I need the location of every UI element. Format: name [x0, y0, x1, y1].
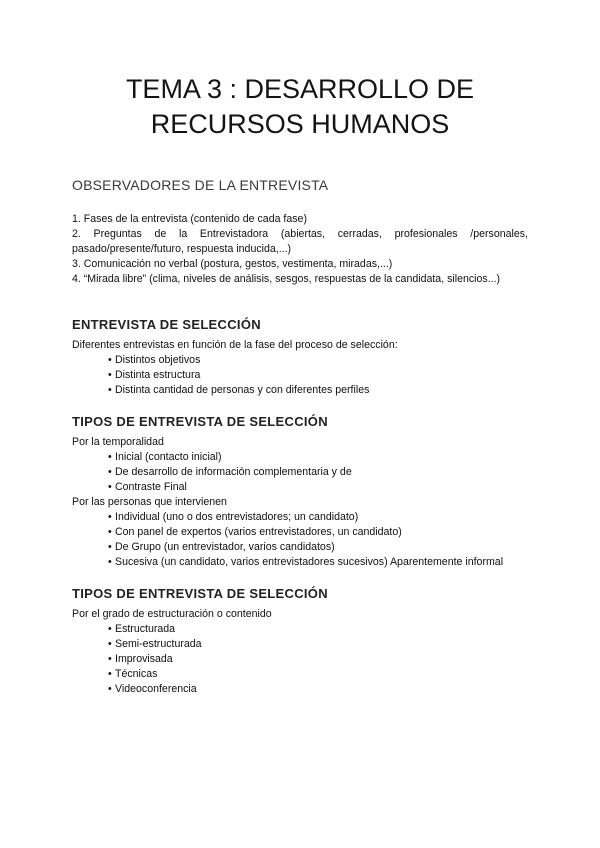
list-item: 4. “Mirada libre” (clima, niveles de análisis, sesgos, respuestas de la candidata, silencios...): [72, 273, 501, 285]
tipos1-group1-label: Por la temporalidad: [72, 436, 164, 448]
list-item: • Estructurada: [72, 622, 542, 637]
tipos1-block: [72, 435, 542, 570]
title-line-2: RECURSOS HUMANOS: [150, 109, 450, 139]
tipos1-heading: TIPOS DE ENTREVISTA DE SELECCIÓN: [72, 414, 328, 429]
seleccion-intro: Diferentes entrevistas en función de la fase del proceso de selección:: [72, 339, 398, 351]
list-item: • Semi-estructurada: [72, 637, 542, 652]
list-item: • Improvisada: [72, 652, 542, 667]
page-title: [0, 72, 600, 142]
list-item: • Técnicas: [72, 667, 542, 682]
list-item: • Videoconferencia: [72, 682, 542, 697]
tipos2-intro: Por el grado de estructuración o contenido: [72, 608, 272, 620]
list-item: • Con panel de expertos (varios entrevistadores, un candidato): [72, 525, 542, 540]
list-item: • Sucesiva (un candidato, varios entrevistadores sucesivos) Aparentemente informal: [72, 555, 542, 570]
list-item: • Inicial (contacto inicial): [72, 450, 542, 465]
observers-list: [72, 212, 528, 287]
tipos2-block: [72, 607, 542, 697]
seleccion-heading: ENTREVISTA DE SELECCIÓN: [72, 317, 261, 332]
list-item: • Contraste Final: [72, 480, 542, 495]
seleccion-block: [72, 338, 542, 398]
list-item: • Individual (uno o dos entrevistadores; un candidato): [72, 510, 542, 525]
list-item: pasado/presente/futuro, respuesta inducida,...): [72, 243, 292, 255]
list-item: • Distintos objetivos: [72, 353, 542, 368]
list-item: 3. Comunicación no verbal (postura, gestos, vestimenta, miradas,...): [72, 258, 393, 270]
tipos1-group2-label: Por las personas que intervienen: [72, 496, 227, 508]
list-item: • Distinta cantidad de personas y con diferentes perfiles: [72, 383, 542, 398]
list-item: • Distinta estructura: [72, 368, 542, 383]
list-item: 1. Fases de la entrevista (contenido de cada fase): [72, 213, 307, 225]
observers-heading: OBSERVADORES DE LA ENTREVISTA: [72, 177, 329, 193]
list-item: 2. Preguntas de la Entrevistadora (abiertas, cerradas, profesionales /personales,: [72, 228, 528, 240]
title-line-1: TEMA 3 : DESARROLLO DE: [125, 74, 475, 104]
tipos2-heading: TIPOS DE ENTREVISTA DE SELECCIÓN: [72, 586, 328, 601]
list-item: • De Grupo (un entrevistador, varios candidatos): [72, 540, 542, 555]
list-item: • De desarrollo de información complementaria y de: [72, 465, 542, 480]
